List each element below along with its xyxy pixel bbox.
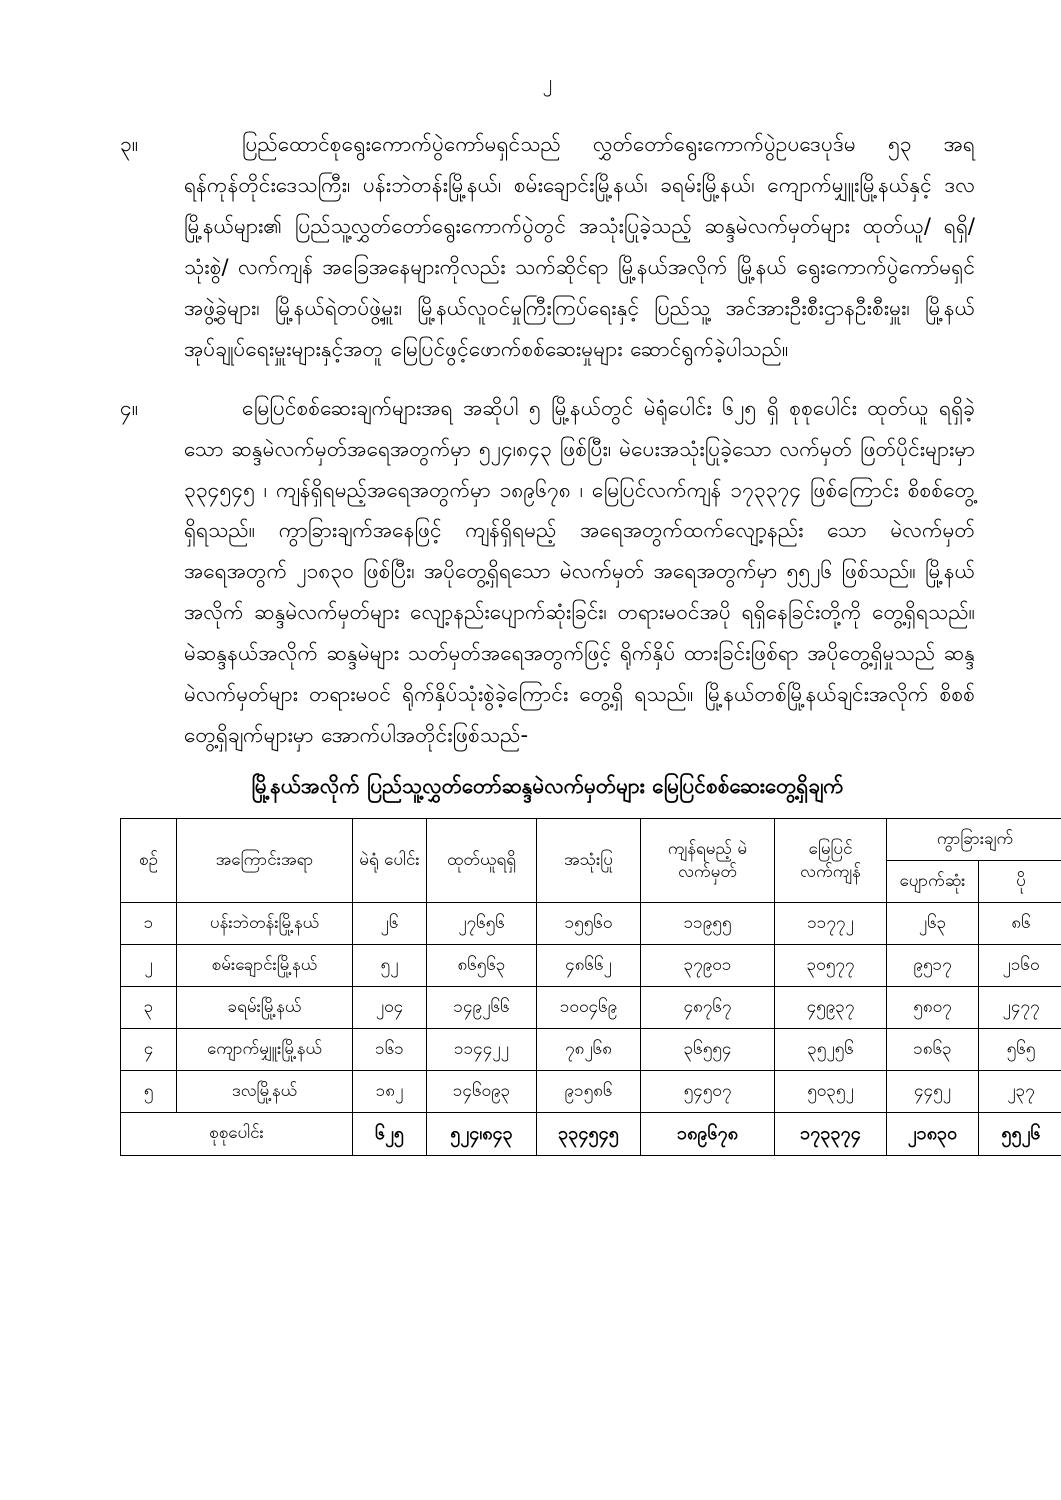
cell-withdrawn: ၂၇၆၅၆ [427, 902, 537, 944]
cell-should-remain: ၃၇၉၀၁ [641, 944, 775, 986]
cell-used: ၁၀၀၄၆၉ [537, 986, 641, 1028]
paragraph-3 [120, 124, 975, 370]
cell-total-polling-stations: ၆၂၅ [353, 1112, 427, 1155]
header-no: စဉ် [121, 819, 177, 903]
cell-no: ၅ [121, 1070, 177, 1112]
header-polling-stations: မဲရုံ ပေါင်း [353, 819, 427, 903]
cell-withdrawn: ၁၄၆၀၉၃ [427, 1070, 537, 1112]
cell-should-remain: ၃၆၅၅၄ [641, 1028, 775, 1070]
paragraph-3-text: ပြည်ထောင်စုရွေးကောက်ပွဲကော်မရှင်သည် လွှတ်တော်ရွေးကောက်ပွဲဥပဒေပုဒ်မ ၅၃ အရ ရန်ကုန်တိုင်းဒေသကြီး၊ ပန်းဘဲတန်းမြို့နယ်၊ စမ်းချောင်းမြို့နယ်၊ ခရမ်းမြို့နယ်၊ ကျောက်မျှူးမြို့နယ်နှင့် ဒလမြို့နယ်များ၏ ပြည်သူ့လွှတ်တော်ရွေးကောက်ပွဲတွင် အသုံးပြုခဲ့သည့် ဆန္ဒမဲလက်မှတ်များ ထုတ်ယူ/ ရရှိ/ သုံးစွဲ/ လက်ကျန် အခြေအနေများကိုလည်း သက်ဆိုင်ရာ မြို့နယ်အလိုက် မြို့နယ် ရွေးကောက်ပွဲကော်မရှင်အဖွဲ့ခွဲများ၊ မြို့နယ်ရဲတပ်ဖွဲ့မှူး၊ မြို့နယ်လူဝင်မှုကြီးကြပ်ရေးနှင့် ပြည်သူ့ အင်အားဦးစီးဌာနဦးစီးမှူး၊ မြို့နယ်အုပ်ချုပ်ရေးမှူးများနှင့်အတူ မြေပြင်ဖွင့်ဖောက်စစ်ဆေးမှုများ ဆောင်ရွက်ခဲ့ပါသည်။ [184, 132, 975, 361]
cell-polling-stations: ၁၆၁ [353, 1028, 427, 1070]
cell-extra: ၂၃၇ [979, 1070, 1061, 1112]
cell-polling-stations: ၂၀၄ [353, 986, 427, 1028]
cell-should-remain: ၁၁၉၅၅ [641, 902, 775, 944]
cell-total-used: ၃၃၄၅၄၅ [537, 1112, 641, 1155]
cell-lost: ၉၅၁၇ [887, 944, 979, 986]
cell-total-withdrawn: ၅၂၄၊၈၄၃ [427, 1112, 537, 1155]
cell-ground-remain: ၄၅၉၃၇ [775, 986, 887, 1028]
cell-extra: ၂၄၇၇ [979, 986, 1061, 1028]
cell-ground-remain: ၁၁၇၇၂ [775, 902, 887, 944]
cell-no: ၁ [121, 902, 177, 944]
cell-should-remain: ၅၄၅၀၇ [641, 1070, 775, 1112]
table-row [121, 1028, 1061, 1070]
cell-withdrawn: ၁၄၉၂၆၆ [427, 986, 537, 1028]
cell-subject: ပန်းဘဲတန်းမြို့နယ် [177, 902, 353, 944]
cell-lost: ၅၈၀၇ [887, 986, 979, 1028]
cell-used: ၁၅၅၆၀ [537, 902, 641, 944]
table-row [121, 1070, 1061, 1112]
table-row [121, 986, 1061, 1028]
cell-lost: ၄၄၅၂ [887, 1070, 979, 1112]
cell-polling-stations: ၅၂ [353, 944, 427, 986]
cell-ground-remain: ၃၅၂၅၆ [775, 1028, 887, 1070]
header-should-remain: ကျန်ရမည့် မဲလက်မှတ် [641, 819, 775, 903]
paragraph-4-number: ၄။ [120, 395, 139, 420]
cell-no: ၂ [121, 944, 177, 986]
paragraph-4 [120, 388, 975, 756]
cell-total-lost: ၂၁၈၃၀ [887, 1112, 979, 1155]
header-withdrawn: ထုတ်ယူရရှိ [427, 819, 537, 903]
table-title: မြို့နယ်အလိုက် ပြည်သူ့လွှတ်တော်ဆန္ဒမဲလက်မှတ်များ မြေပြင်စစ်ဆေးတွေ့ရှိချက် [251, 774, 844, 799]
header-lost: ပျောက်ဆုံး [887, 861, 979, 903]
cell-total-label: စုစုပေါင်း [121, 1112, 353, 1155]
cell-extra: ၅၆၅ [979, 1028, 1061, 1070]
cell-used: ၄၈၆၆၂ [537, 944, 641, 986]
cell-ground-remain: ၃၀၅၇၇ [775, 944, 887, 986]
cell-used: ၉၁၅၈၆ [537, 1070, 641, 1112]
cell-extra: ၈၆ [979, 902, 1061, 944]
cell-used: ၇၈၂၆၈ [537, 1028, 641, 1070]
cell-ground-remain: ၅၀၃၅၂ [775, 1070, 887, 1112]
cell-withdrawn: ၈၆၅၆၃ [427, 944, 537, 986]
paragraph-4-text: မြေပြင်စစ်ဆေးချက်များအရ အဆိုပါ ၅ မြို့နယ်တွင် မဲရုံပေါင်း ၆၂၅ ရှိ စုစုပေါင်း ထုတ်ယူ ရရှိခဲ့သော ဆန္ဒမဲလက်မှတ်အရေအတွက်မှာ ၅၂၄၊၈၄၃ ဖြစ်ပြီး၊ မဲပေးအသုံးပြုခဲ့သော လက်မှတ် ဖြတ်ပိုင်းများမှာ ၃၃၄၅၄၅ ၊ ကျန်ရှိရမည့်အရေအတွက်မှာ ၁၈၉၆၇၈ ၊ မြေပြင်လက်ကျန် ၁၇၃၃၇၄ ဖြစ်ကြောင်း စိစစ်တွေ့ရှိရသည်။ ကွာခြားချက်အနေဖြင့် ကျန်ရှိရမည့် အရေအတွက်ထက်လျော့နည်း သော မဲလက်မှတ်အရေအတွက် ၂၁၈၃၀ ဖြစ်ပြီး၊ အပိုတွေ့ရှိရသော မဲလက်မှတ် အရေအတွက်မှာ ၅၅၂၆ ဖြစ်သည်။ မြို့နယ်အလိုက် ဆန္ဒမဲလက်မှတ်များ လျော့နည်းပျောက်ဆုံးခြင်း၊ တရားမဝင်အပို ရရှိနေခြင်းတို့ကို တွေ့ရှိရသည်။ မဲဆန္ဒနယ်အလိုက် ဆန္ဒမဲများ သတ်မှတ်အရေအတွက်ဖြင့် ရိုက်နှိပ် ထားခြင်းဖြစ်ရာ အပိုတွေ့ရှိမှုသည် ဆန္ဒမဲလက်မှတ်များ တရားမဝင် ရိုက်နှိပ်သုံးစွဲခဲ့ကြောင်း တွေ့ရှိ ရသည်။ မြို့နယ်တစ်မြို့နယ်ချင်းအလိုက် စိစစ်တွေ့ရှိချက်များမှာ အောက်ပါအတိုင်းဖြစ်သည်- [184, 395, 975, 748]
cell-total-should-remain: ၁၈၉၆၇၈ [641, 1112, 775, 1155]
cell-total-extra: ၅၅၂၆ [979, 1112, 1061, 1155]
table-total-row [121, 1112, 1061, 1155]
table-header-row [121, 819, 1061, 861]
header-difference: ကွာခြားချက် [887, 819, 1061, 861]
header-ground-remain: မြေပြင် လက်ကျန် [775, 819, 887, 903]
cell-extra: ၂၁၆၀ [979, 944, 1061, 986]
cell-polling-stations: ၂၆ [353, 902, 427, 944]
header-used: အသုံးပြု [537, 819, 641, 903]
cell-total-ground-remain: ၁၇၃၃၇၄ [775, 1112, 887, 1155]
paragraph-3-number: ၃။ [120, 132, 139, 156]
table-row [121, 944, 1061, 986]
page-number: ၂ [542, 71, 553, 93]
cell-subject: ကျောက်မျှူးမြို့နယ် [177, 1028, 353, 1070]
cell-polling-stations: ၁၈၂ [353, 1070, 427, 1112]
inspection-results-table [120, 818, 1061, 1156]
cell-should-remain: ၄၈၇၆၇ [641, 986, 775, 1028]
cell-subject: ခရမ်းမြို့နယ် [177, 986, 353, 1028]
cell-no: ၃ [121, 986, 177, 1028]
cell-subject: ဒလမြို့နယ် [177, 1070, 353, 1112]
header-subject: အကြောင်းအရာ [177, 819, 353, 903]
table-row [121, 902, 1061, 944]
cell-no: ၄ [121, 1028, 177, 1070]
header-extra: ပို [979, 861, 1061, 903]
cell-subject: စမ်းချောင်းမြို့နယ် [177, 944, 353, 986]
cell-lost: ၂၆၃ [887, 902, 979, 944]
cell-lost: ၁၈၆၃ [887, 1028, 979, 1070]
cell-withdrawn: ၁၁၄၄၂၂ [427, 1028, 537, 1070]
